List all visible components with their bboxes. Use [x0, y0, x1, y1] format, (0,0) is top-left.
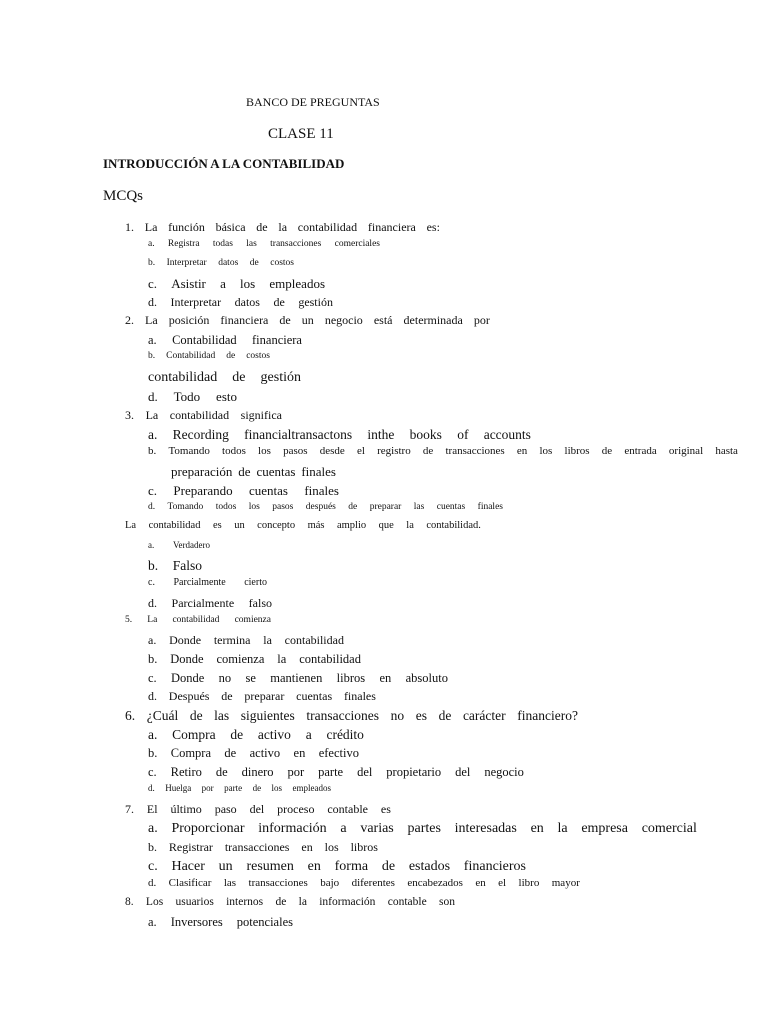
option-line: d. Huelga por parte de los empleados [148, 783, 331, 793]
option-line: b. Interpretar datos de costos [148, 258, 294, 268]
option-line: a. Inversores potenciales [148, 915, 293, 929]
option-line: d. Tomando todos los pasos después de preparar las cuentas finales [148, 502, 503, 512]
option-line: c. Retiro de dinero por parte del propietario del negocio [148, 765, 524, 779]
option-line: b. Contabilidad de costos [148, 351, 270, 361]
option-line: a. Proporcionar información a varias partes interesadas en la empresa comercial [148, 821, 697, 836]
option-line: c. Asistir a los empleados [148, 276, 325, 291]
option-line: b. Registrar transacciones en los libros [148, 840, 378, 854]
option-line: a. Registra todas las transacciones comerciales [148, 239, 380, 249]
question-line: 3. La contabilidad significa [125, 408, 282, 422]
option-line: c. Donde no se mantienen libros en absoluto [148, 671, 448, 685]
section-heading-mcqs: MCQs [103, 188, 144, 204]
option-line: a. Contabilidad financiera [148, 333, 302, 347]
option-line: b. Donde comienza la contabilidad [148, 652, 361, 666]
option-line: b. Compra de activo en efectivo [148, 746, 359, 760]
option-line: preparación de cuentas finales [171, 464, 336, 479]
question-line: 2. La posición financiera de un negocio está determinada por [125, 313, 490, 327]
option-line: d. Parcialmente falso [148, 596, 272, 610]
option-line: a. Compra de activo a crédito [148, 727, 364, 742]
option-line: c. Parcialmente cierto [148, 577, 267, 588]
option-line: a. Donde termina la contabilidad [148, 633, 344, 647]
option-line: a. Verdadero [148, 540, 210, 550]
option-line: La contabilidad es un concepto más amplio que la contabilidad. [125, 520, 481, 531]
option-line: d. Interpretar datos de gestión [148, 295, 333, 309]
question-line: 8. Los usuarios internos de la información contable son [125, 896, 455, 908]
question-line: 6. ¿Cuál de las siguientes transacciones no es de carácter financiero? [125, 708, 578, 723]
option-line: d. Clasificar las transacciones bajo diferentes encabezados en el libro mayor [148, 877, 580, 889]
option-line: b. Tomando todos los pasos desde el registro de transacciones en los libros de entrada original hasta [148, 445, 738, 457]
question-line: 5. La contabilidad comienza [125, 615, 271, 625]
option-line: d. Después de preparar cuentas finales [148, 689, 376, 703]
option-line: d. Todo esto [148, 389, 237, 404]
document-header-bank: BANCO DE PREGUNTAS [246, 95, 380, 109]
question-line: 1. La función básica de la contabilidad financiera es: [125, 220, 440, 234]
question-line: 7. El último paso del proceso contable es [125, 802, 391, 816]
option-line: b. Falso [148, 558, 202, 573]
option-line: a. Recording financialtransactons inthe books of accounts [148, 427, 531, 442]
option-line: c. Hacer un resumen en forma de estados financieros [148, 859, 526, 874]
document-subject-title: INTRODUCCIÓN A LA CONTABILIDAD [103, 156, 345, 171]
option-line: contabilidad de gestión [148, 370, 301, 385]
option-line: c. Preparando cuentas finales [148, 483, 339, 498]
document-header-clase: CLASE 11 [268, 126, 334, 142]
